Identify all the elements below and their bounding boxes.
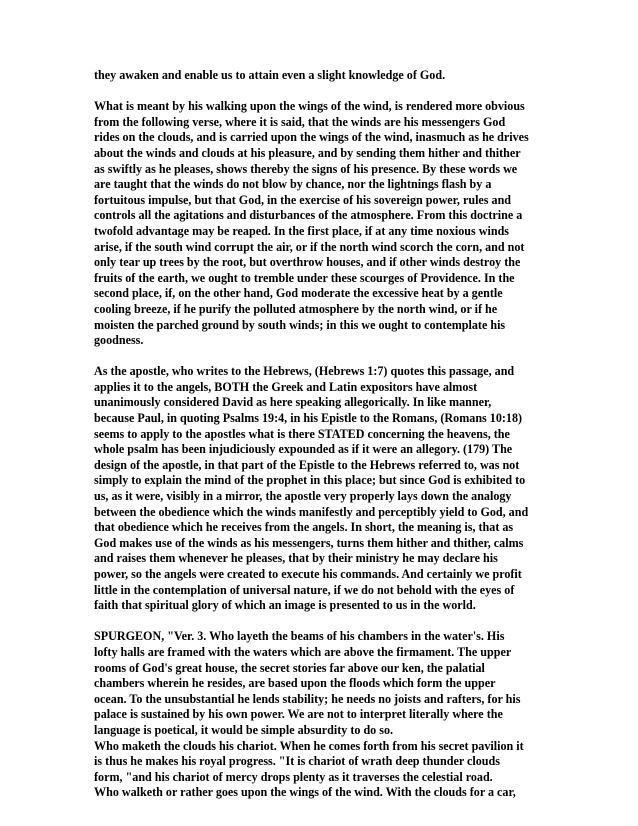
text-line: goodness. [94, 333, 144, 348]
text-line: fruits of the earth, we ought to tremble under these scourges of Providence. In the [94, 270, 515, 285]
text-line: they awaken and enable us to attain even a slight knowledge of God. [94, 68, 446, 82]
text-line: are taught that the winds do not blow by chance, nor the lightnings flash by a [94, 177, 492, 192]
document-page [94, 68, 546, 801]
text-line: from the following verse, where it is said, that the winds are his messengers God [94, 114, 506, 129]
text-line: as swiftly as he pleases, shows thereby the signs of his presence. By these words we [94, 161, 518, 176]
text-line: because Paul, in quoting Psalms 19:4, in his Epistle to the Romans, (Romans 10:18) [94, 411, 523, 426]
text-line: chambers wherein he resides, are based upon the floods which form the upper [94, 676, 496, 691]
text-line: lofty halls are framed with the waters which are above the firmament. The upper [94, 644, 512, 659]
text-line: God makes use of the winds as his messengers, turns them hither and thither, calms [94, 535, 524, 550]
paragraph-intro [94, 68, 546, 84]
text-line: little in the contemplation of universal nature, if we do not behold with the eyes of [94, 582, 515, 597]
text-line: design of the apostle, in that part of the Epistle to the Hebrews referred to, was not [94, 457, 520, 472]
text-line: whole psalm has been injudiciously expounded as if it were an allegory. (179) The [94, 442, 513, 457]
text-line: Who maketh the clouds his chariot. When he comes forth from his secret pavilion it [94, 738, 524, 753]
text-line: fortuitous impulse, but that God, in the exercise of his sovereign power, rules and [94, 192, 512, 207]
text-line: second place, if, on the other hand, God moderate the excessive heat by a gentle [94, 286, 503, 301]
text-line: about the winds and clouds at his pleasure, and by sending them hither and thither [94, 145, 521, 160]
text-line: Who walketh or rather goes upon the wings of the wind. With the clouds for a car, [94, 785, 516, 800]
text-line: What is meant by his walking upon the wings of the wind, is rendered more obvious [94, 99, 525, 114]
text-line: moisten the parched ground by south winds; in this we ought to contemplate his [94, 317, 506, 332]
paragraph-wings-of-wind [94, 99, 546, 349]
text-line: power, so the angels were created to execute his commands. And certainly we profit [94, 567, 522, 581]
paragraph-spurgeon [94, 629, 546, 801]
text-line: rides on the clouds, and is carried upon the wings of the wind, inasmuch as he drives [94, 130, 529, 145]
text-line: between the obedience which the winds manifestly and perceptibly yield to God, and [94, 504, 529, 519]
text-line: that obedience which he receives from the angels. In short, the meaning is, that as [94, 520, 514, 535]
text-line: As the apostle, who writes to the Hebrews, (Hebrews 1:7) quotes this passage, and [94, 364, 515, 379]
paragraph-apostle-hebrews [94, 364, 546, 614]
text-line: only tear up trees by the root, but overthrow houses, and if other winds destroy the [94, 255, 521, 270]
text-line: controls all the agitations and disturbances of the atmosphere. From this doctrine a [94, 208, 523, 223]
text-line: palace is sustained by his own power. We are not to interpret literally where the [94, 707, 503, 722]
text-line: ocean. To the unsubstantial he lends stability; he needs no joists and rafters, for his [94, 691, 521, 706]
text-line: applies it to the angels, BOTH the Greek and Latin expositors have almost [94, 379, 478, 394]
text-line: form, "and his chariot of mercy drops plenty as it traverses the celestial road. [94, 769, 493, 784]
text-line: rooms of God's great house, the secret stories far above our ken, the palatial [94, 660, 485, 675]
text-line: twofold advantage may be reaped. In the first place, if at any time noxious winds [94, 223, 510, 238]
text-line: and raises them whenever he pleases, that by their ministry he may declare his [94, 551, 498, 566]
text-line: seems to apply to the apostles what is there STATED concerning the heavens, the [94, 426, 510, 441]
text-line: cooling breeze, if he purify the polluted atmosphere by the north wind, or if he [94, 301, 498, 316]
text-line: is thus he makes his royal progress. "It is chariot of wrath deep thunder clouds [94, 754, 500, 769]
text-line: SPURGEON, "Ver. 3. Who layeth the beams of his chambers in the water's. His [94, 629, 505, 644]
text-line: arise, if the south wind corrupt the air, or if the north wind scorch the corn, and not [94, 239, 525, 254]
text-line: language is poetical, it would be simple absurdity to do so. [94, 722, 394, 737]
text-line: unanimously considered David as here speaking allegorically. In like manner, [94, 395, 492, 410]
text-line: simply to explain the mind of the prophet in this place; but since God is exhibited to [94, 473, 526, 488]
text-line: us, as it were, visibly in a mirror, the apostle very properly lays down the analogy [94, 489, 512, 504]
text-line: faith that spiritual glory of which an image is presented to us in the world. [94, 598, 476, 613]
